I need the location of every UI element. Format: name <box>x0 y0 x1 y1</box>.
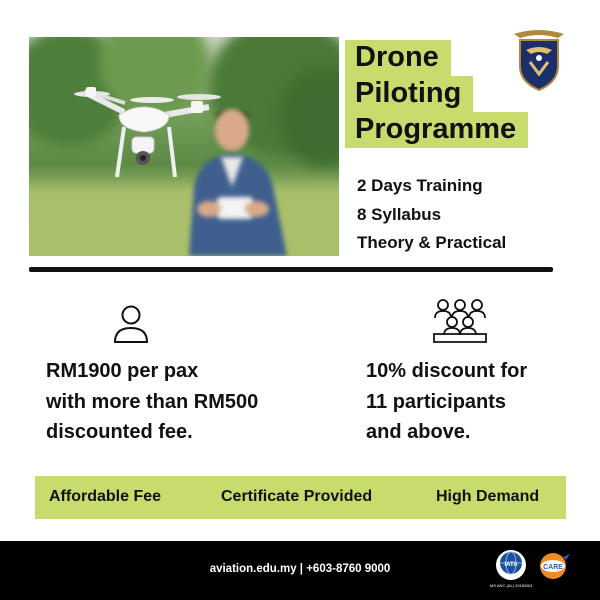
individual-fee-offer <box>46 356 258 448</box>
group-offer-line-1: 10% discount for <box>366 360 528 382</box>
features-bar <box>35 476 566 519</box>
feature-high-demand: High Demand <box>436 488 540 505</box>
group-offer-line-2: 11 participants <box>366 390 507 413</box>
programme-title <box>345 40 528 148</box>
care-logo-text: CARE <box>543 564 563 571</box>
title-line-3: Programme <box>345 112 528 148</box>
person-icon <box>112 304 150 344</box>
drone-image <box>29 37 339 256</box>
drone-photo <box>29 37 339 256</box>
care-logo <box>537 551 569 581</box>
footer-contact: aviation.edu.my | +603-8760 9000 <box>209 563 391 575</box>
iata-globe-icon <box>496 550 526 580</box>
academy-crest-logo <box>512 26 566 92</box>
iata-logo <box>496 550 526 580</box>
divider-line <box>29 267 553 272</box>
individual-offer-line-3: discounted fee. <box>46 421 193 443</box>
highlight-format: Theory & Practical <box>357 233 507 252</box>
highlight-syllabus: 8 Syllabus <box>357 204 442 224</box>
feature-affordable-fee: Affordable Fee <box>49 488 162 505</box>
programme-highlights <box>357 172 506 258</box>
individual-offer-line-1: RM1900 per pax <box>46 360 199 382</box>
accreditation-caption: MS ANC (AL) 2018/05/1 <box>490 583 533 588</box>
title-line-2: Piloting <box>345 76 473 112</box>
group-discount-offer <box>366 356 527 448</box>
highlight-duration: 2 Days Training <box>357 176 483 195</box>
title-line-1: Drone <box>345 40 451 76</box>
iata-logo-text: IATA <box>504 562 518 568</box>
feature-certificate: Certificate Provided <box>221 488 373 505</box>
group-offer-line-3: and above. <box>366 421 471 443</box>
group-icon <box>432 298 488 344</box>
individual-offer-line-2: with more than RM500 <box>46 390 259 413</box>
care-badge-icon <box>537 551 571 581</box>
